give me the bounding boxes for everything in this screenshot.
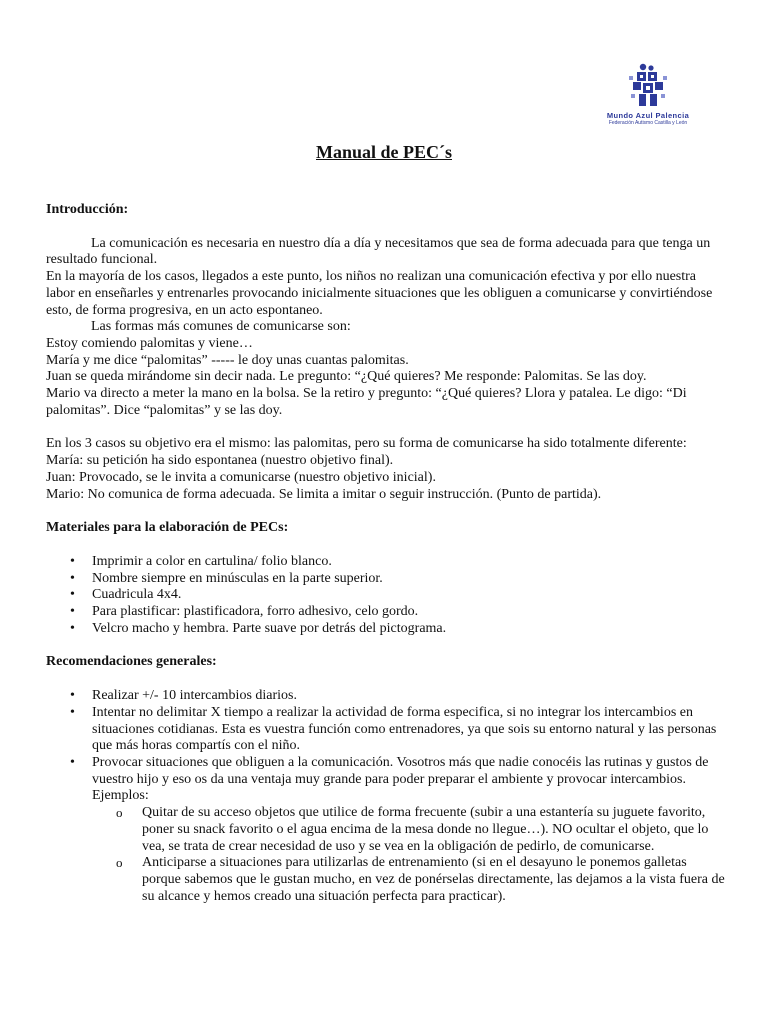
list-item: • Imprimir a color en cartulina/ folio blanco. <box>46 554 726 571</box>
intro-paragraph-8: En los 3 casos su objetivo era el mismo: las palomitas, pero su forma de comunicarse ha sido totalmente diferente: <box>46 436 687 452</box>
intro-heading: Introducción: <box>46 202 129 217</box>
list-item: • Realizar +/- 10 intercambios diarios. <box>46 688 726 705</box>
examples-list <box>46 805 726 905</box>
document-body <box>46 202 726 905</box>
logo <box>598 62 698 128</box>
spacer <box>46 419 726 436</box>
sub-list-item: o Anticiparse a situaciones para utilizarlas de entrenamiento (si en el desayuno le ponemos galletas porque sabemos que le gustan mucho, en vez de ponérselas directamente, las dejamos a la vista fuera de su alcance y hemos creado una situación perfecta para practicar). <box>92 855 726 905</box>
logo-name: Mundo Azul Palencia <box>606 111 690 120</box>
spacer <box>46 537 726 554</box>
intro-paragraph-5: María y me dice “palomitas” ----- le doy unas cuantas palomitas. <box>46 352 409 368</box>
materials-list <box>46 554 726 638</box>
intro-paragraph-7: Mario va directo a meter la mano en la bolsa. Se la retiro y pregunto: “¿Qué quieres? Llora y patalea. Le digo: “Di palomitas”. Dice “palomitas” y se las doy. <box>46 386 687 418</box>
spacer <box>46 671 726 688</box>
intro-paragraph-11: Mario: No comunica de forma adecuada. Se limita a imitar o seguir instrucción. (Punto de partida). <box>46 486 602 502</box>
materials-heading: Materiales para la elaboración de PECs: <box>46 520 289 536</box>
intro-paragraph-10: Juan: Provocado, se le invita a comunicarse (nuestro objetivo inicial). <box>46 469 436 485</box>
list-item: • Velcro macho y hembra. Parte suave por detrás del pictograma. <box>46 621 726 638</box>
recommendations-list <box>46 688 726 805</box>
intro-paragraph-2: En la mayoría de los casos, llegados a este punto, los niños no realizan una comunicación efectiva y por ello nuestra labor en enseñarles y entrenarles provocando inicialmente situaciones que les obliguen a comunicarse y convirtiéndose esto, de forma progresiva, en un acto espontaneo. <box>46 269 713 318</box>
intro-paragraph-9: María: su petición ha sido espontanea (nuestro objetivo final). <box>46 453 394 469</box>
list-item: • Para plastificar: plastificadora, forro adhesivo, celo gordo. <box>46 604 726 621</box>
spacer <box>46 503 726 520</box>
list-item: • Provocar situaciones que obliguen a la comunicación. Vosotros más que nadie conocéis las rutinas y gustos de vuestro hijo y eso os da una ventaja muy grande para poder preparar el ambiente y provocar intercambios. Ejemplos: <box>46 755 726 805</box>
intro-paragraph-3: Las formas más comunes de comunicarse son: <box>91 319 351 335</box>
list-item: • Intentar no delimitar X tiempo a realizar la actividad de forma especifica, si no integrar los intercambios en situaciones cotidianas. Esta es vuestra función como entrenadores, ya que sois su entorno natural y las personas que más horas compartís con el niño. <box>46 705 726 755</box>
spacer <box>46 219 726 236</box>
spacer <box>46 637 726 654</box>
list-item: • Nombre siempre en minúsculas en la parte superior. <box>46 571 726 588</box>
intro-paragraph-1: La comunicación es necesaria en nuestro día a día y necesitamos que sea de forma adecuada para que tenga un resultado funcional. <box>46 235 711 268</box>
intro-paragraph-6: Juan se queda mirándome sin decir nada. Le pregunto: “¿Qué quieres? Me responde: Palomitas. Se las doy. <box>46 369 647 385</box>
sub-list-item: o Quitar de su acceso objetos que utilice de forma frecuente (subir a una estantería su juguete favorito, poner su snack favorito o el agua encima de la mesa donde no llegue…). NO ocultar el objeto, que lo vea, se trata de crear necesidad de uso y se vea en la obligación de pedirlo, de comunicarse. <box>92 805 726 855</box>
document-title: Manual de PEC´s <box>315 142 452 162</box>
recommendations-heading: Recomendaciones generales: <box>46 654 217 670</box>
intro-paragraph-4: Estoy comiendo palomitas y viene… <box>46 335 253 351</box>
logo-tagline: Federación Autismo Castilla y León <box>608 120 688 126</box>
list-item: • Cuadricula 4x4. <box>46 587 726 604</box>
puzzle-figure-icon <box>627 62 669 108</box>
